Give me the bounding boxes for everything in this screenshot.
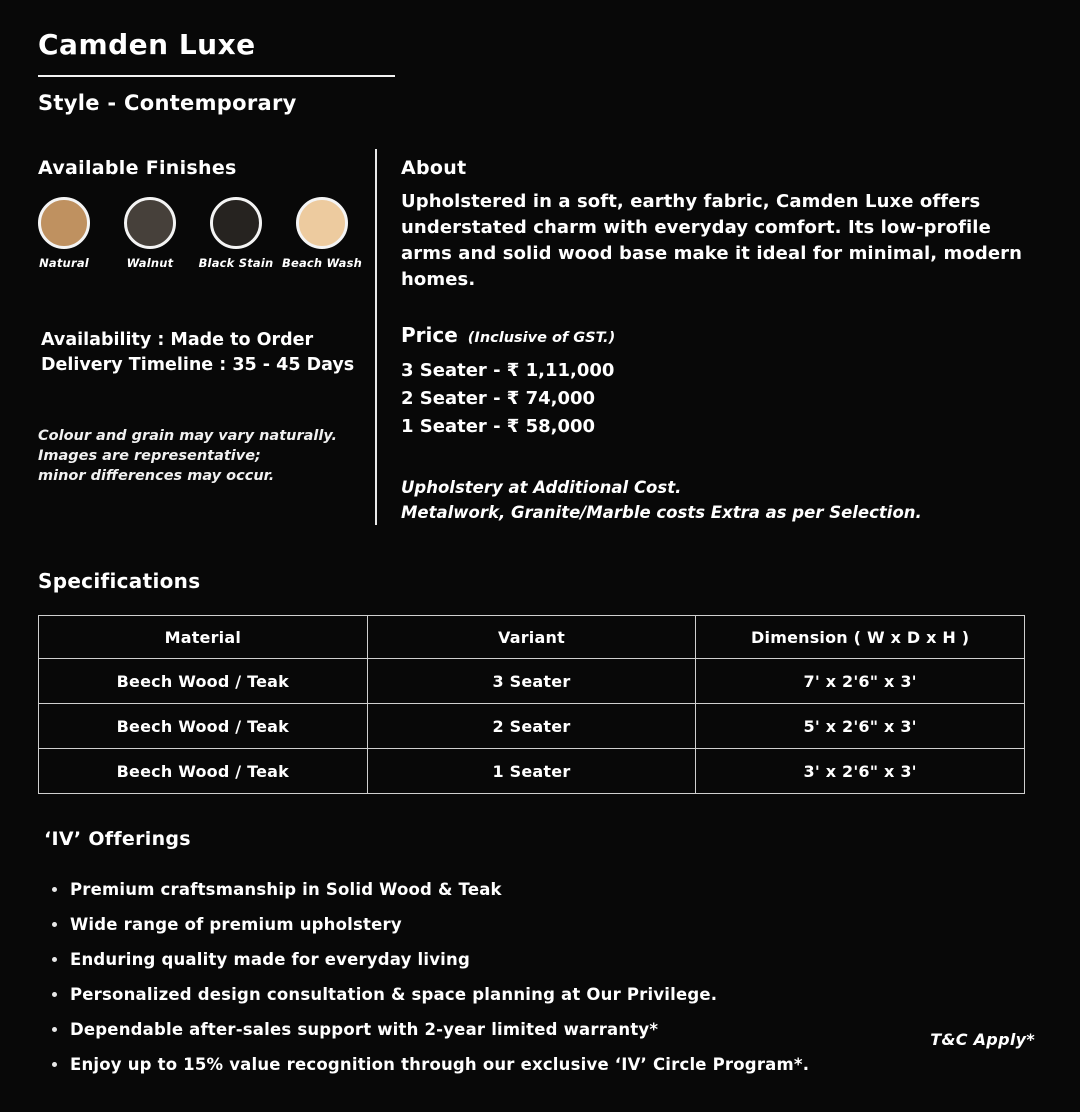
availability-block (38, 328, 375, 378)
price-lines (401, 357, 1025, 441)
finish-disclaimer (38, 426, 375, 486)
finish-swatch-row (38, 197, 375, 270)
finish-item-beach-wash (281, 197, 363, 270)
about-text: Upholstered in a soft, earthy fabric, Camden Luxe offers understated charm with everyday comfort. Its low-profile arms and solid wood base make it ideal for minimal, modern homes. (401, 191, 1023, 290)
cell-variant: 1 Seater (367, 749, 696, 794)
extra-costs-line: Upholstery at Additional Cost. (401, 478, 682, 497)
list-item (52, 907, 1025, 942)
finish-label: Black Stain (198, 256, 274, 270)
finish-item-walnut (124, 197, 176, 270)
table-row (39, 704, 1025, 749)
extra-costs-note (401, 475, 1025, 525)
cell-material: Beech Wood / Teak (39, 749, 368, 794)
bullet-icon (52, 887, 57, 892)
extra-costs-line: Metalwork, Granite/Marble costs Extra as per Selection. (401, 503, 922, 522)
list-item (52, 977, 1025, 1012)
details-columns (38, 149, 1025, 525)
offering-text: Dependable after-sales support with 2-year limited warranty* (70, 1020, 659, 1039)
bullet-icon (52, 1062, 57, 1067)
price-line-1-seater: 1 Seater - ₹ 58,000 (401, 416, 596, 437)
style-subtitle: Style - Contemporary (38, 91, 297, 115)
specifications-heading: Specifications (38, 569, 201, 593)
offering-text: Premium craftsmanship in Solid Wood & Teak (70, 880, 502, 899)
cell-dimension: 7' x 2'6" x 3' (696, 659, 1025, 704)
delivery-timeline-line: Delivery Timeline : 35 - 45 Days (41, 355, 355, 375)
iv-offerings-heading: ‘IV’ Offerings (44, 828, 191, 850)
table-row (39, 659, 1025, 704)
offering-text: Wide range of premium upholstery (70, 915, 402, 934)
col-header-variant: Variant (367, 616, 696, 659)
finish-swatch-beach-wash (296, 197, 348, 249)
available-finishes-heading: Available Finishes (38, 157, 237, 179)
finish-label: Walnut (126, 256, 174, 270)
title-underline (38, 75, 395, 77)
price-gst-note: (Inclusive of GST.) (467, 330, 616, 346)
col-header-dimension: Dimension ( W x D x H ) (696, 616, 1025, 659)
bullet-icon (52, 922, 57, 927)
cell-dimension: 3' x 2'6" x 3' (696, 749, 1025, 794)
iv-offerings-list (38, 872, 1025, 1082)
finish-swatch-black-stain (210, 197, 262, 249)
finish-item-black-stain (198, 197, 274, 270)
list-item (52, 1047, 1025, 1082)
disclaimer-line: Colour and grain may vary naturally. (38, 428, 337, 444)
bullet-icon (52, 1027, 57, 1032)
finish-item-natural (38, 197, 90, 270)
bullet-icon (52, 957, 57, 962)
offering-text: Enduring quality made for everyday living (70, 950, 470, 969)
finish-swatch-natural (38, 197, 90, 249)
tandc-note: T&C Apply* (930, 1030, 1035, 1049)
finishes-column (38, 149, 375, 525)
price-block (401, 323, 1025, 441)
list-item (52, 942, 1025, 977)
cell-material: Beech Wood / Teak (39, 659, 368, 704)
about-heading: About (401, 157, 467, 179)
price-line-2-seater: 2 Seater - ₹ 74,000 (401, 388, 596, 409)
cell-dimension: 5' x 2'6" x 3' (696, 704, 1025, 749)
specifications-table (38, 615, 1025, 794)
finish-label: Natural (39, 256, 89, 270)
offering-text: Personalized design consultation & space planning at Our Privilege. (70, 985, 718, 1004)
about-column (377, 149, 1025, 525)
finish-swatch-walnut (124, 197, 176, 249)
cell-material: Beech Wood / Teak (39, 704, 368, 749)
list-item (52, 872, 1025, 907)
page-title: Camden Luxe (38, 28, 256, 61)
col-header-material: Material (39, 616, 368, 659)
cell-variant: 3 Seater (367, 659, 696, 704)
finish-label: Beach Wash (281, 256, 363, 270)
price-heading-row (401, 323, 1025, 347)
disclaimer-line: Images are representative; (38, 448, 261, 464)
offering-text: Enjoy up to 15% value recognition through our exclusive ‘IV’ Circle Program*. (70, 1055, 810, 1074)
cell-variant: 2 Seater (367, 704, 696, 749)
disclaimer-line: minor differences may occur. (38, 468, 275, 484)
price-line-3-seater: 3 Seater - ₹ 1,11,000 (401, 360, 615, 381)
bullet-icon (52, 992, 57, 997)
list-item (52, 1012, 1025, 1047)
table-row (39, 749, 1025, 794)
price-heading: Price (401, 323, 458, 347)
availability-line: Availability : Made to Order (41, 330, 314, 350)
table-header-row (39, 616, 1025, 659)
